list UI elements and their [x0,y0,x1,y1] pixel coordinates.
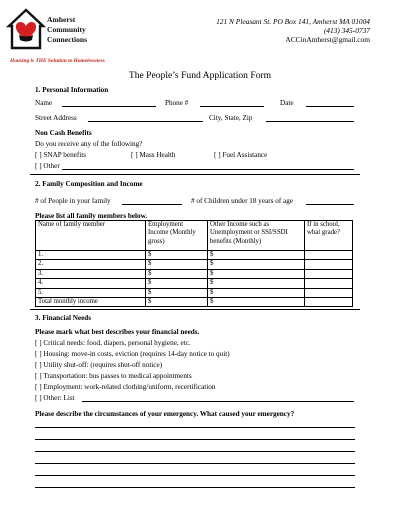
children-count-field[interactable] [306,204,354,205]
house-heart-icon [6,6,46,52]
need-utility-checkbox[interactable]: [ ] Utility shut-off: (requires shut-off notice) [35,361,163,369]
circumstances-line[interactable] [35,439,355,440]
name-label: Name [35,99,53,107]
table-header-row [36,221,353,251]
street-label: Street Address [35,114,77,122]
mass-health-checkbox[interactable]: [ ] Mass Health [131,151,176,159]
org-phone: (413) 345-0737 [323,26,370,36]
name-field[interactable] [62,106,156,107]
employment-income-cell[interactable]: $ [146,260,208,269]
table-row[interactable] [36,279,353,288]
total-other-income-cell[interactable]: $ [208,298,305,307]
snap-checkbox[interactable]: [ ] SNAP benefits [35,151,87,159]
employment-income-cell[interactable]: $ [146,251,208,260]
section-divider [30,309,360,310]
need-transportation-checkbox[interactable]: [ ] Transportation: bus passes to medical appointments [35,372,192,380]
need-other-checkbox[interactable]: [ ] Other: List [35,394,75,402]
date-label: Date [280,99,294,107]
other-income-cell[interactable]: $ [208,251,305,260]
street-field[interactable] [88,121,203,122]
table-row[interactable] [36,269,353,278]
section-personal-info-heading: 1. Personal Information [35,86,109,94]
section-financial-needs-heading: 3. Financial Needs [35,314,92,322]
org-email: ACCinAmherst@gmail.com [285,35,370,45]
grade-cell[interactable] [305,251,353,260]
member-name-cell[interactable]: 5. [36,288,146,297]
need-employment-checkbox[interactable]: [ ] Employment: work-related clothing/uniform, recertification [35,383,216,391]
col-grade-header: If in school, what grade? [305,221,353,251]
need-housing-checkbox[interactable]: [ ] Housing: move-in costs, eviction (requires 14-day notice to quit) [35,350,230,358]
people-count-label: # of People in your family [35,197,111,205]
other-benefit-checkbox[interactable]: [ ] Other [35,162,60,170]
circumstances-line[interactable] [35,487,355,488]
table-row[interactable] [36,288,353,297]
children-count-label: # of Children under 18 years of age [191,197,293,205]
employment-income-cell[interactable]: $ [146,288,208,297]
city-field[interactable] [266,121,354,122]
member-name-cell[interactable]: 3. [36,269,146,278]
org-address: 121 N Pleasant St. PO Box 141, Amherst MA 01004 [216,17,370,26]
section-family-heading: 2. Family Composition and Income [35,180,143,188]
grade-cell[interactable] [305,269,353,278]
fuel-assistance-checkbox[interactable]: [ ] Fuel Assistance [214,151,268,159]
form-title: The People’s Fund Application Form [128,70,272,81]
need-critical-checkbox[interactable]: [ ] Critical needs: food, diapers, personal hygiene, etc. [35,339,191,347]
grade-cell[interactable] [305,288,353,297]
org-tagline: Housing is THE Solution to Homelessness [10,58,105,64]
org-name: Amherst Community Connections [47,15,88,44]
phone-label: Phone # [165,99,189,107]
org-contact [216,17,370,45]
table-row[interactable] [36,251,353,260]
people-count-field[interactable] [122,204,182,205]
other-income-cell[interactable]: $ [208,288,305,297]
grade-cell[interactable] [305,260,353,269]
col-name-header: Name of family member [36,221,146,251]
member-name-cell[interactable]: 2. [36,260,146,269]
org-logo [6,6,156,62]
col-employment-header: Employment Income (Monthly gross) [146,221,208,251]
circumstances-question: Please describe the circumstances of your emergency. What caused your emergency? [35,410,295,418]
need-other-field[interactable] [82,401,354,402]
circumstances-line[interactable] [35,463,355,464]
date-field[interactable] [306,106,354,107]
family-members-heading: Please list all family members below. [35,212,148,220]
table-total-row[interactable] [36,298,353,307]
member-name-cell[interactable]: 4. [36,279,146,288]
circumstances-line[interactable] [35,451,355,452]
other-income-cell[interactable]: $ [208,269,305,278]
employment-income-cell[interactable]: $ [146,269,208,278]
circumstances-line[interactable] [35,427,355,428]
employment-income-cell[interactable]: $ [146,279,208,288]
grade-cell[interactable] [305,279,353,288]
phone-field[interactable] [200,106,264,107]
other-income-cell[interactable]: $ [208,260,305,269]
circumstances-line[interactable] [35,475,355,476]
col-other-income-header: Other Income such as Unemployment or SSI/SSDI benefits (Monthly) [208,221,305,251]
noncash-question: Do you receive any of the following? [35,140,143,148]
financial-needs-instruction: Please mark what best describes your financial needs. [35,328,200,336]
other-benefit-field[interactable] [62,169,354,170]
table-row[interactable] [36,260,353,269]
total-label-cell: Total monthly income [36,298,146,307]
noncash-heading: Non Cash Benefits [35,129,92,137]
member-name-cell[interactable]: 1. [36,251,146,260]
family-members-table [35,220,353,307]
grade-cell[interactable] [305,298,353,307]
city-label: City, State, Zip [209,114,253,122]
other-income-cell[interactable]: $ [208,279,305,288]
total-employment-cell[interactable]: $ [146,298,208,307]
section-divider [30,174,360,175]
